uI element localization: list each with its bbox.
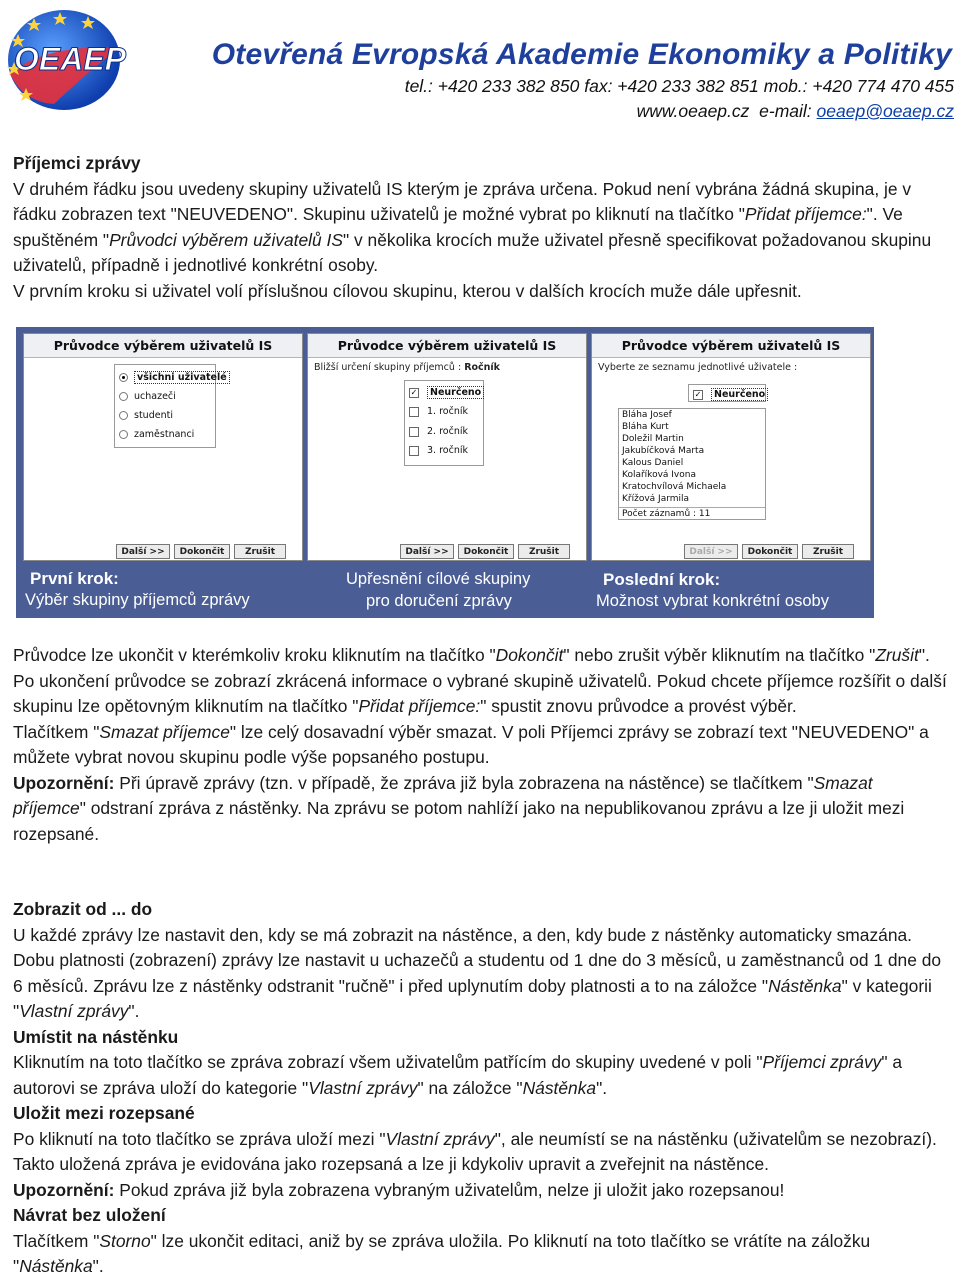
year-options [404,380,484,466]
option-year-1[interactable] [409,406,468,417]
panel-title: Průvodce výběrem uživatelů IS [308,334,586,358]
text-run-italic: Nástěnka [19,1256,93,1276]
text-run-italic: Vlastní zprávy [385,1128,495,1149]
text-run: " nebo zrušit výběr kliknutím na tlačítko " [563,645,876,665]
text-run-italic: Příjemci zprávy [762,1052,882,1072]
draft-warning-paragraph [13,1178,948,1204]
text-run-italic: Dokončit [495,645,564,665]
heading-publish: Umístit na nástěnku [13,1026,179,1047]
option-label: studenti [134,410,173,421]
website: www.oeaep.cz [636,101,750,121]
text-run: Tlačítkem " [13,1230,100,1251]
panel-subtitle [308,358,586,373]
list-item[interactable]: Kalous Daniel [622,458,684,468]
warning-label: Upozornění: [13,1179,115,1200]
finish-button[interactable]: Dokončit [174,544,230,559]
option-label: 2. ročník [427,426,468,437]
caption-step3-text: Možnost vybrat konkrétní osoby [596,592,829,610]
finish-button[interactable]: Dokončit [458,544,514,559]
wizard-panel-step3 [591,333,871,561]
heading-cancel: Návrat bez uložení [13,1205,166,1225]
display-period-paragraph [13,923,948,1025]
text-run: Průvodce lze ukončit v kterémkoliv kroku kliknutím na tlačítko " [13,645,496,665]
list-item[interactable]: Bláha Josef [622,410,672,420]
next-button[interactable]: Další >> [116,544,170,559]
option-label: 1. ročník [427,406,468,417]
list-item[interactable]: Bláha Kurt [622,422,669,432]
caption-step1-text: Výběr skupiny příjemců zprávy [25,591,250,609]
text-run: ". [92,1256,104,1276]
option-applicants[interactable] [119,391,176,402]
option-label: všichni uživatelé [134,371,230,384]
next-button: Další >> [684,544,738,559]
heading-recipients: Příjemci zprávy [13,153,141,173]
text-run-italic: Přidat příjemce: [358,696,481,716]
option-unspecified[interactable] [693,388,768,401]
warning-label: Upozornění: [13,772,115,793]
save-draft-paragraph [13,1127,948,1178]
list-item[interactable]: Doležil Martin [622,434,684,444]
people-listbox[interactable] [618,408,766,520]
radio-icon [119,373,128,382]
section-display-period [13,897,948,1280]
text-run: " lze celý dosavadní výběr smazat. V poli Příjemci zprávy se zobrazí text "NEUVEDENO" a můžete vybrat novou skupinu podle výše popsaného postupu. [13,721,929,767]
text-run: Po kliknutí na toto tlačítko se zpráva uloží mezi " [13,1128,386,1149]
caption-step2-line2: pro doručení zprávy [366,592,512,610]
org-title: Otevřená Evropská Akademie Ekonomiky a Politiky [211,38,952,71]
section-recipients [13,151,948,304]
caption-step3-title: Poslední krok: [603,570,721,589]
section-wizard-end [13,643,948,847]
wizard-panel-step1 [23,333,303,561]
checkbox-icon: ✓ [410,387,418,397]
group-options [114,364,227,448]
oeaep-logo [4,4,136,112]
list-item[interactable]: Křížová Jarmila [622,494,690,504]
text-run-italic: Průvodci výběrem uživatelů IS [109,229,343,250]
heading-save-draft: Uložit mezi rozepsané [13,1103,195,1123]
text-run-italic: Vlastní zprávy [19,1001,129,1021]
caption-step2-line1: Upřesnění cílové skupiny [346,570,531,588]
list-item[interactable]: Kratochvílová Michaela [622,482,727,492]
finish-button[interactable]: Dokončit [742,544,798,559]
option-year-2[interactable] [409,426,468,437]
record-count: Počet záznamů : 11 [619,507,765,520]
text-run: " spustit znovu průvodce a provést výběr. [480,696,797,716]
text-run: " a autorovi se zpráva uloží do kategorie " [13,1052,903,1098]
radio-icon [119,430,128,439]
logo-text: OEAEP [13,41,127,77]
publish-paragraph [13,1050,948,1101]
caption-step1-title: První krok: [30,569,119,588]
email-label: e-mail: [759,101,812,121]
text-run: " v několika krocích muže uživatel přesně specifikovat požadovanou skupinu uživatelů, případně i jednotlivé konkrétní osoby. [13,229,932,275]
unspecified-check [688,384,766,402]
delete-recipients-paragraph [13,720,948,771]
text-run: ". Ve spuštěném " [13,204,903,250]
option-year-3[interactable] [409,445,468,456]
subtitle-text: Bližší určení skupiny příjemců : [314,362,462,373]
wizard-panel-step2 [307,333,587,561]
checkbox-icon: ✓ [694,389,702,399]
text-run-italic: Přidat příjemce: [744,204,867,224]
option-label: Neurčeno [427,386,484,399]
option-students[interactable] [119,410,173,421]
recipients-paragraph [13,177,948,279]
text-run-italic: Smazat příjemce [13,772,873,818]
text-run-italic: Zrušit [875,645,919,665]
warning-paragraph [13,771,948,848]
heading-display-period: Zobrazit od ... do [13,899,153,919]
text-run: Při úpravě zprávy (tzn. v případě, že zpráva již byla zobrazena na nástěnce) se tlačítkem " [114,772,814,793]
wizard-end-paragraph [13,643,948,720]
radio-icon [119,411,128,420]
option-all-users[interactable] [119,371,230,384]
panel-title: Průvodce výběrem uživatelů IS [24,334,302,358]
text-run: ", ale neumístí se na nástěnku (uživatelům se nezobrazí). Takto uložená zpráva je evidována jako rozepsaná a lze ji kdykoliv upravit a zveřejnit na nástěnce. [13,1128,937,1174]
text-run: " v kategorii " [13,975,932,1021]
text-run: Pokud zpráva již byla zobrazena vybraným uživatelům, nelze ji uložit jako rozepsanou! [114,1179,785,1200]
option-label: zaměstnanci [134,429,195,440]
option-label: 3. ročník [427,445,468,456]
contact-phones: tel.: +420 233 382 850 fax: +420 233 382 851 mob.: +420 774 470 455 [404,76,954,96]
option-label: uchazeči [134,391,176,402]
checkbox-icon [409,446,419,456]
checkbox-icon [409,427,419,437]
text-run: ". [596,1077,608,1098]
panel-title: Průvodce výběrem uživatelů IS [592,334,870,358]
radio-icon [119,392,128,401]
text-run-italic: Nástěnka [522,1077,597,1098]
text-run: Kliknutím na toto tlačítko se zpráva zobrazí všem uživatelům patřícím do skupiny uvedené v poli " [13,1052,763,1072]
list-item[interactable]: Jakubíčková Marta [622,446,705,456]
text-run: ". Po ukončení průvodce se zobrazí zkrácená informace o vybrané skupině uživatelů. Pokud chcete příjemce rozšířit o další skupinu lze opětovným kliknutím na tlačítko " [13,645,947,716]
text-run: V druhém řádku jsou uvedeny skupiny uživatelů IS kterým je zpráva určena. Pokud není vybrána žádná skupina, je v řádku zobrazen text "NEUVEDENO". Skupinu uživatelů je možné vybrat po kliknutí na tlačítko " [13,178,912,224]
text-run: ". [128,1001,140,1021]
text-run-italic: Smazat příjemce [99,721,230,742]
text-run-italic: Vlastní zprávy [308,1077,418,1098]
option-unspecified[interactable] [409,386,484,399]
wizard-screenshot-figure [16,327,874,618]
panel-subtitle: Vyberte ze seznamu jednotlivé uživatele : [598,362,798,373]
cancel-button[interactable]: Zrušit [234,544,286,559]
text-run-italic: Storno [99,1230,151,1251]
cancel-button[interactable]: Zrušit [802,544,854,559]
text-run: " odstraní zpráva z nástěnky. Na zprávu se potom nahlíží jako na nepublikovanou zprávu a lze ji uložit mezi rozepsané. [13,798,905,844]
cancel-button[interactable]: Zrušit [518,544,570,559]
option-label: Neurčeno [711,388,768,401]
text-run: Tlačítkem " [13,721,100,742]
text-run: " na záložce " [417,1077,523,1098]
checkbox-icon [409,407,419,417]
text-run-italic: Nástěnka [768,975,842,996]
next-button[interactable]: Další >> [400,544,454,559]
first-step-paragraph: V prvním kroku si uživatel volí příslušnou cílovou skupinu, kterou v dalších krocích muže dále upřesnit. [13,280,802,301]
email-link[interactable]: oeaep@oeaep.cz [816,101,954,121]
list-item[interactable]: Kolaříková Ivona [622,470,696,480]
contact-web-email [637,101,954,122]
text-run: " lze ukončit editaci, aniž by se zpráva uložila. Po kliknutí na toto tlačítko se vrátíte na záložku " [13,1230,871,1276]
text-run: U každé zprávy lze nastavit den, kdy se má zobrazit na nástěnce, a den, kdy bude z nástěnky automaticky smazána. Dobu platnosti (zobrazení) zprávy lze nastavit u uchazečů a studentu od 1 dne do 3 měsíců, u zaměstnanců od 1 dne do 6 měsíců. Zprávu lze z nástěnky odstranit "ručně" i před uplynutím doby platnosti a to na záložce " [13,924,942,996]
subtitle-value: Ročník [464,362,500,373]
cancel-paragraph [13,1229,948,1280]
option-employees[interactable] [119,429,194,440]
